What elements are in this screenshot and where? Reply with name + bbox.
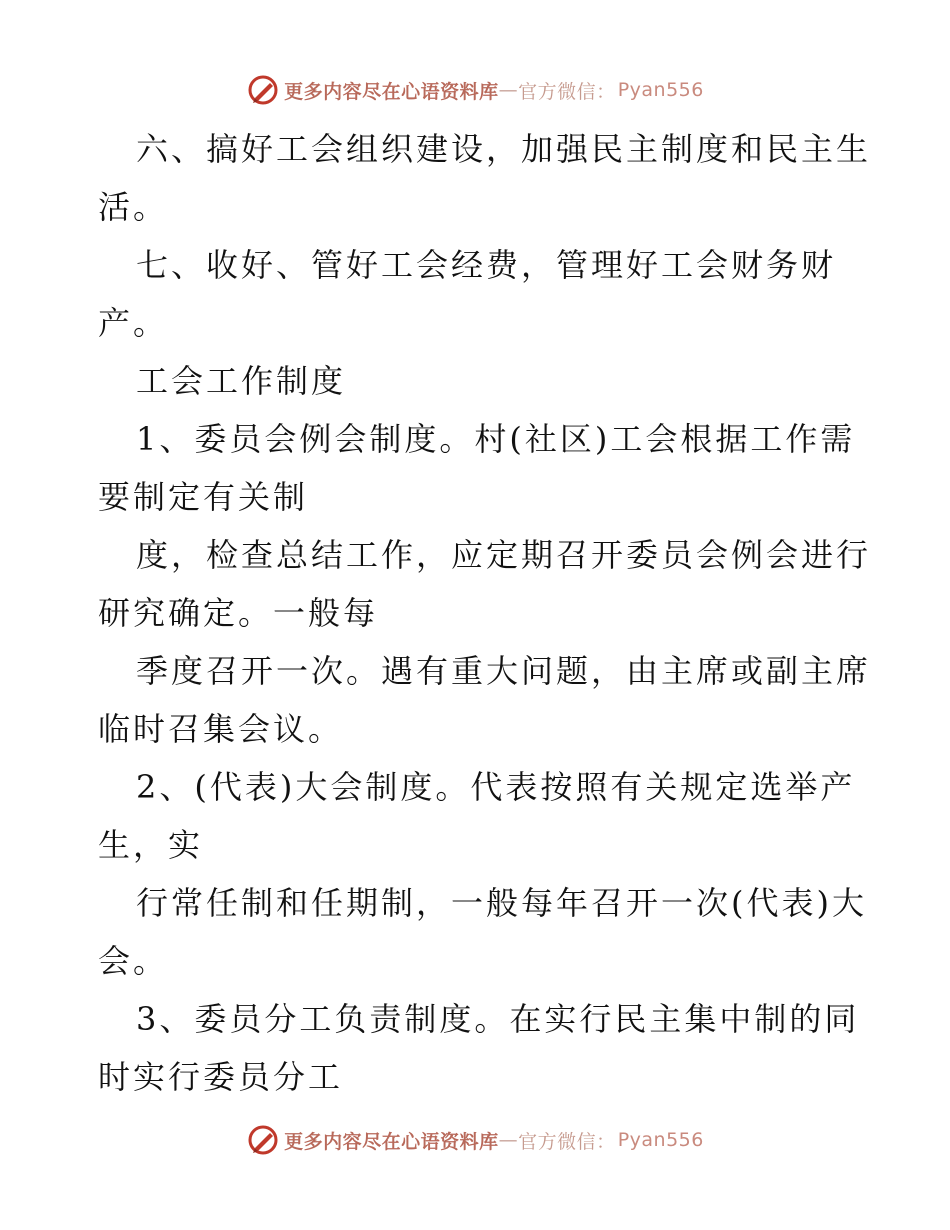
document-body <box>98 120 872 1106</box>
text-line: 季度召开一次。遇有重大问题，由主席或副主席 <box>136 652 872 690</box>
watermark-brand: 更多内容尽在心语资料库 <box>284 1130 499 1153</box>
watermark-separator: — <box>498 79 519 101</box>
watermark-separator: — <box>498 1129 519 1151</box>
text-line: 行常任制和任期制，一般每年召开一次(代表)大 <box>136 884 867 922</box>
watermark-id: Pyan556 <box>617 79 704 101</box>
text-line: 会。 <box>98 942 169 980</box>
text-line: 七、收好、管好工会经费，管理好工会财务财 <box>136 246 837 284</box>
watermark-label: 官方微信： <box>518 80 616 103</box>
text-line: 1、委员会例会制度。村(社区)工会根据工作需 <box>136 420 856 458</box>
watermark-brand: 更多内容尽在心语资料库 <box>284 80 499 103</box>
text-line: 要制定有关制 <box>98 478 309 516</box>
text-line: 2、(代表)大会制度。代表按照有关规定选举产 <box>136 768 856 806</box>
text-line: 时实行委员分工 <box>98 1058 344 1096</box>
text-line: 产。 <box>98 304 169 342</box>
watermark-id: Pyan556 <box>617 1129 704 1151</box>
text-line: 活。 <box>98 188 169 226</box>
text-line: 3、委员分工负责制度。在实行民主集中制的同 <box>136 1000 860 1038</box>
pen-logo-icon <box>246 1123 280 1157</box>
section-heading: 工会工作制度 <box>136 362 347 400</box>
footer-watermark <box>0 1120 950 1160</box>
text-line: 生，实 <box>98 826 204 864</box>
pen-logo-icon <box>246 73 280 107</box>
text-line: 六、搞好工会组织建设，加强民主制度和民主生 <box>136 130 872 168</box>
header-watermark <box>0 70 950 110</box>
watermark-label: 官方微信： <box>518 1130 616 1153</box>
text-line: 研究确定。一般每 <box>98 594 379 632</box>
text-line: 临时召集会议。 <box>98 710 344 748</box>
text-line: 度，检查总结工作，应定期召开委员会例会进行 <box>136 536 872 574</box>
